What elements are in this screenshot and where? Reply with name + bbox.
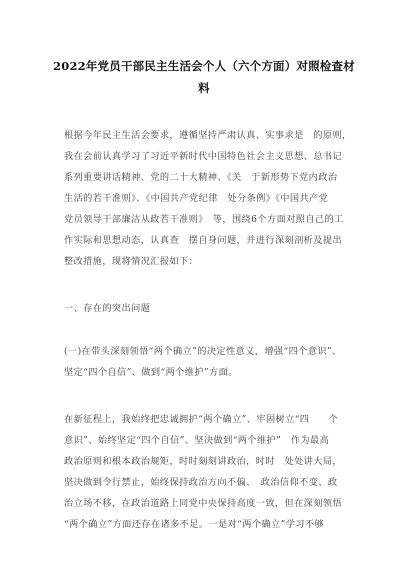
intro-paragraph-line: 党员领导干部廉洁从政若干准则》 等，围绕6个方面对照自己的工 [64,214,344,225]
body-paragraph-line: 在新征程上，我始终把忠诚拥护“两个确立”、牢固树立“四 个 [64,414,339,425]
body-paragraph-line: “两个确立”方面还存在诸多不足。一是对“两个确立”学习不够 [64,519,325,530]
body-paragraph-line: 治立场不移，在政治道路上同党中央保持高度一致，但在深刻领悟 [64,498,343,509]
intro-paragraph-line: 作实际和思想动态，认真查 摆自身问题，并进行深刻剖析及提出 [64,235,343,246]
document-title-line-1: 2022年党员干部民主生活会个人（六个方面）对照检查材 [53,59,355,73]
subsection-heading-line: 坚定“四个自信”、做到“两个维护”方面。 [64,367,238,378]
section-heading: 一、存在的突出问题 [64,303,151,314]
body-paragraph-line: 坚决做到令行禁止，始终保持政治方向不偏、 政治信仰不变、政 [64,477,338,488]
body-paragraph-line: 意识”、始终坚定“四个自信”、坚决做到“两个维护” 作为最高 [64,435,330,446]
intro-paragraph-line: 我在会前认真学习了习近平新时代中国特色社会主义思想、总书记 [64,151,343,162]
document-title-line-2: 料 [198,81,210,95]
intro-paragraph-line: 整改措施，现将情况汇报如下： [64,256,199,267]
body-paragraph-line: 政治原则和根本政治规矩，时时刻刻讲政治，时时 处处讲大局， [64,456,343,467]
intro-paragraph-line: 根据今年民主生活会要求，遵循坚持严肃认真、实事求是 的原则， [64,130,352,141]
subsection-heading-line: (一)在带头深刻领悟“两个确立”的决定性意义，增强“四个意识”、 [64,346,342,357]
intro-paragraph-line: 系列重要讲话精神、党的二十大精神、《关 于新形势下党内政治 [64,172,338,183]
intro-paragraph-line: 生活的若干准则》、《中国共产党纪律 处分条例》《中国共产党 [64,193,329,204]
